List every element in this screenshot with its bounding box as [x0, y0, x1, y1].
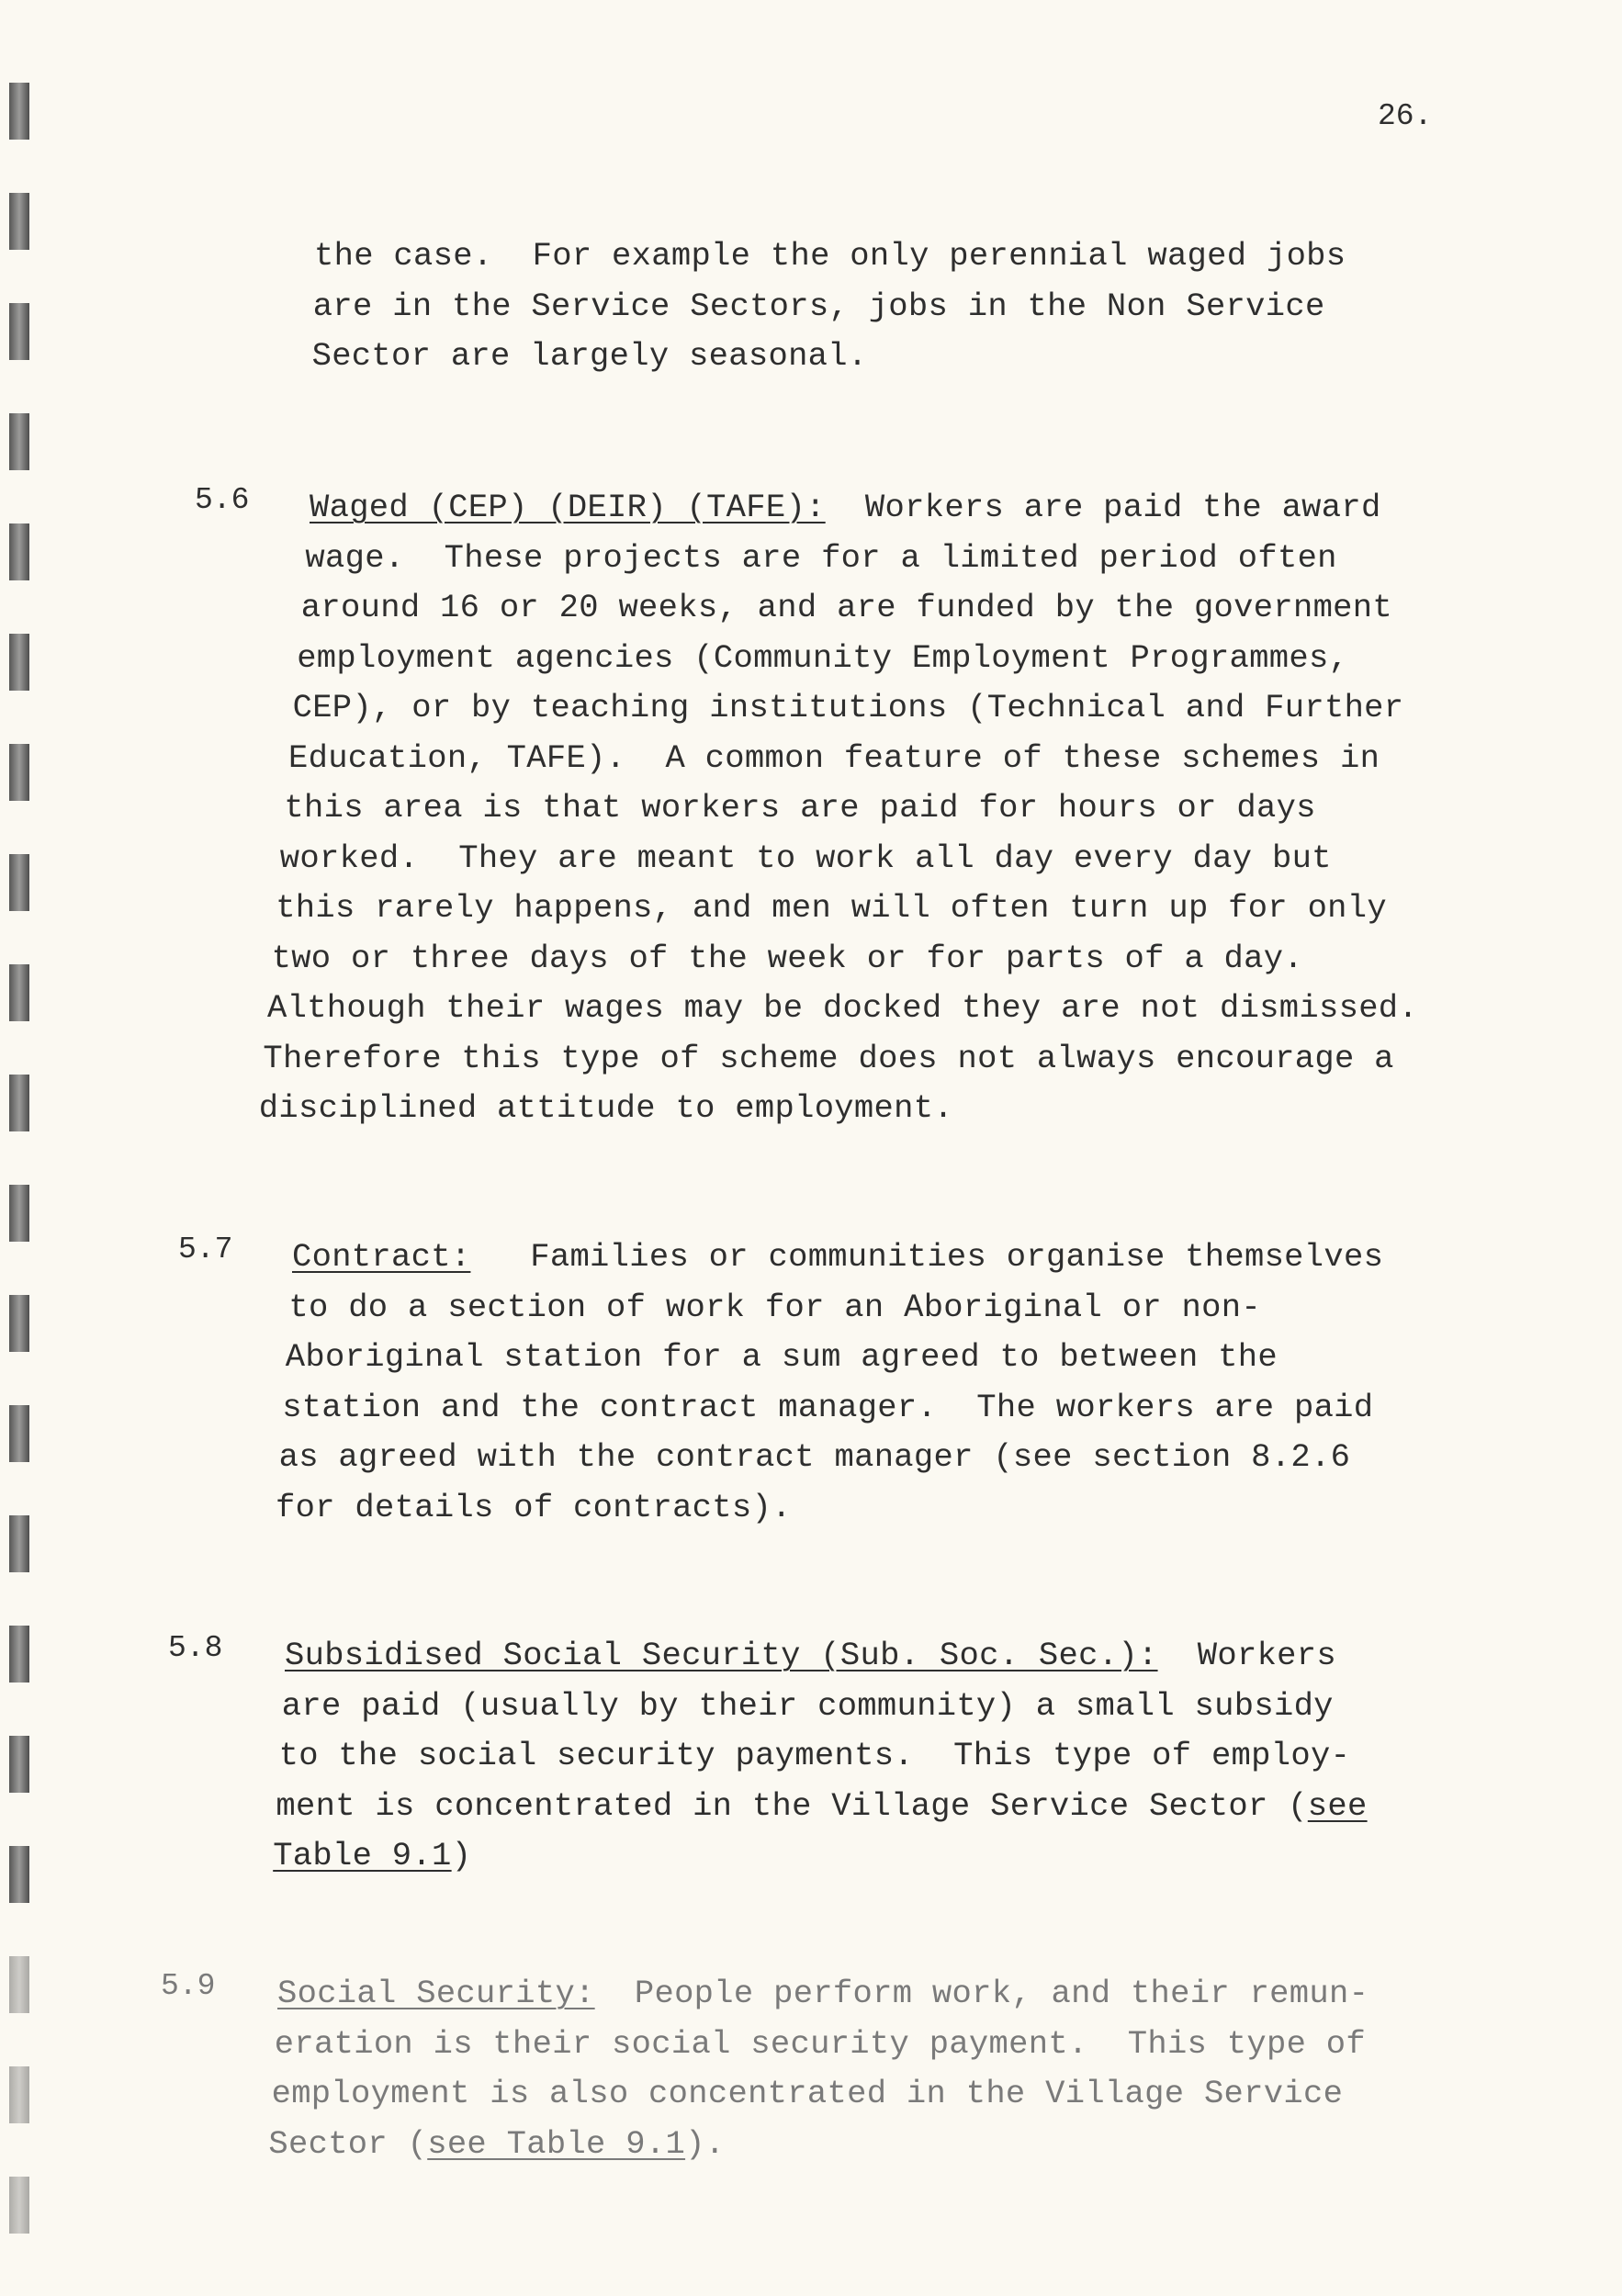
- paragraph-line: [305, 539, 1336, 577]
- section-heading-line: [292, 1238, 1383, 1276]
- text-segment: Workers: [1157, 1637, 1336, 1674]
- underlined-text: Waged (CEP) (DEIR) (TAFE):: [310, 489, 826, 526]
- binding-hole: [9, 1405, 29, 1462]
- underlined-text: Table 9.1: [273, 1837, 452, 1874]
- paragraph-line: [280, 839, 1332, 877]
- text-segment: Aboriginal station for a sum agreed to between the: [285, 1338, 1278, 1376]
- text-segment: CEP), or by teaching institutions (Technical and Further: [292, 689, 1404, 726]
- text-segment: Families or communities organise themselves: [470, 1238, 1384, 1276]
- paragraph-line: [272, 940, 1303, 977]
- section-number: 5.9: [161, 1969, 216, 2003]
- paragraph-line: [272, 2075, 1344, 2112]
- text-segment: ).: [685, 2124, 726, 2163]
- text-segment: eration is their social security payment. This type of: [274, 2024, 1366, 2063]
- binding-hole: [9, 2177, 29, 2234]
- text-segment: Sector (: [268, 2124, 428, 2163]
- text-segment: the case. For example the only perennial waged jobs: [314, 237, 1346, 275]
- binding-hole: [9, 744, 29, 801]
- underlined-text: Contract:: [292, 1238, 471, 1276]
- text-segment: station and the contract manager. The workers are paid: [282, 1388, 1374, 1426]
- binding-hole: [9, 634, 29, 691]
- text-segment: this rarely happens, and men will often turn up for only: [276, 889, 1387, 927]
- text-segment: Sector are largely seasonal.: [311, 337, 868, 375]
- section-number: 5.8: [168, 1631, 223, 1665]
- paragraph-line: [263, 1040, 1393, 1077]
- paragraph-line: [301, 589, 1392, 626]
- section-heading-line: [310, 489, 1381, 526]
- binding-hole: [9, 2066, 29, 2123]
- underlined-text: Social Security:: [277, 1975, 595, 2012]
- section-heading-line: [277, 1975, 1369, 2012]
- text-segment: employment is also concentrated in the Village Service: [271, 2075, 1344, 2112]
- paragraph-line: [259, 1089, 953, 1127]
- paragraph-line: [276, 1787, 1367, 1825]
- paragraph-line: [276, 1489, 792, 1526]
- binding-hole: [9, 1846, 29, 1903]
- paragraph-line: [273, 1837, 471, 1874]
- text-segment: Education, TAFE). A common feature of these schemes in: [288, 738, 1380, 777]
- binding-hole: [9, 1736, 29, 1793]
- paragraph-line: [288, 1289, 1261, 1326]
- paragraph-line: [293, 689, 1404, 726]
- paragraph-line: [313, 287, 1325, 325]
- binding-hole: [9, 83, 29, 140]
- binding-hole: [9, 303, 29, 360]
- text-segment: Although their wages may be docked they are not dismissed.: [267, 989, 1419, 1027]
- binding-hole: [9, 1075, 29, 1131]
- section-heading-line: [285, 1637, 1336, 1674]
- section-number: 5.6: [195, 483, 250, 517]
- text-segment: Therefore this type of scheme does not always encourage a: [263, 1039, 1394, 1077]
- page-number: 26.: [1378, 99, 1433, 133]
- text-segment: to the social security payments. This type of employ-: [278, 1737, 1351, 1774]
- paragraph-line: [284, 789, 1315, 827]
- text-segment: this area is that workers are paid for hours or days: [284, 789, 1316, 827]
- paragraph-line: [279, 1438, 1351, 1476]
- text-segment: worked. They are meant to work all day every day but: [279, 838, 1332, 877]
- paragraph-line: [275, 2025, 1366, 2063]
- binding-hole: [9, 193, 29, 250]
- text-segment: as agreed with the contract manager (see section 8.2.6: [278, 1438, 1351, 1476]
- underlined-text: see Table 9.1: [427, 2124, 686, 2163]
- underlined-text: Subsidised Social Security (Sub. Soc. Sec.):: [285, 1637, 1158, 1674]
- binding-hole: [9, 854, 29, 911]
- underlined-text: see: [1307, 1786, 1368, 1825]
- binding-hole: [9, 1185, 29, 1242]
- paragraph-line: [282, 1389, 1373, 1426]
- binding-hole: [9, 1295, 29, 1352]
- binding-hole: [9, 523, 29, 580]
- paragraph-line: [288, 739, 1380, 777]
- paragraph-line: [282, 1687, 1334, 1725]
- section-number: 5.7: [178, 1232, 233, 1266]
- binding-hole: [9, 1956, 29, 2013]
- binding-hole: [9, 1626, 29, 1683]
- binding-hole: [9, 413, 29, 470]
- text-segment: for details of contracts).: [276, 1488, 792, 1526]
- paragraph-line: [314, 237, 1346, 275]
- paragraph-line: [297, 639, 1348, 677]
- text-segment: are paid (usually by their community) a small subsidy: [281, 1686, 1334, 1725]
- binding-hole: [9, 964, 29, 1021]
- text-segment: around 16 or 20 weeks, and are funded by the government: [300, 589, 1392, 626]
- text-segment: employment agencies (Community Employment Programmes,: [297, 638, 1349, 677]
- text-segment: wage. These projects are for a limited period often: [305, 538, 1337, 577]
- paragraph-line: [267, 989, 1418, 1027]
- text-segment: Workers are paid the award: [825, 489, 1381, 526]
- text-segment: disciplined attitude to employment.: [258, 1089, 953, 1127]
- text-segment: to do a section of work for an Aboriginal or non-: [288, 1288, 1261, 1326]
- paragraph-line: [286, 1338, 1278, 1376]
- text-segment: ): [451, 1837, 472, 1874]
- binding-hole: [9, 1515, 29, 1572]
- paragraph-line: [312, 337, 868, 375]
- paragraph-line: [276, 889, 1387, 927]
- paragraph-line: [279, 1737, 1351, 1774]
- text-segment: are in the Service Sectors, jobs in the Non Service: [312, 287, 1325, 325]
- text-segment: People perform work, and their remun-: [594, 1975, 1369, 2012]
- paragraph-line: [268, 2125, 725, 2163]
- text-segment: ment is concentrated in the Village Service Sector (: [276, 1786, 1308, 1825]
- text-segment: two or three days of the week or for parts of a day.: [271, 939, 1303, 977]
